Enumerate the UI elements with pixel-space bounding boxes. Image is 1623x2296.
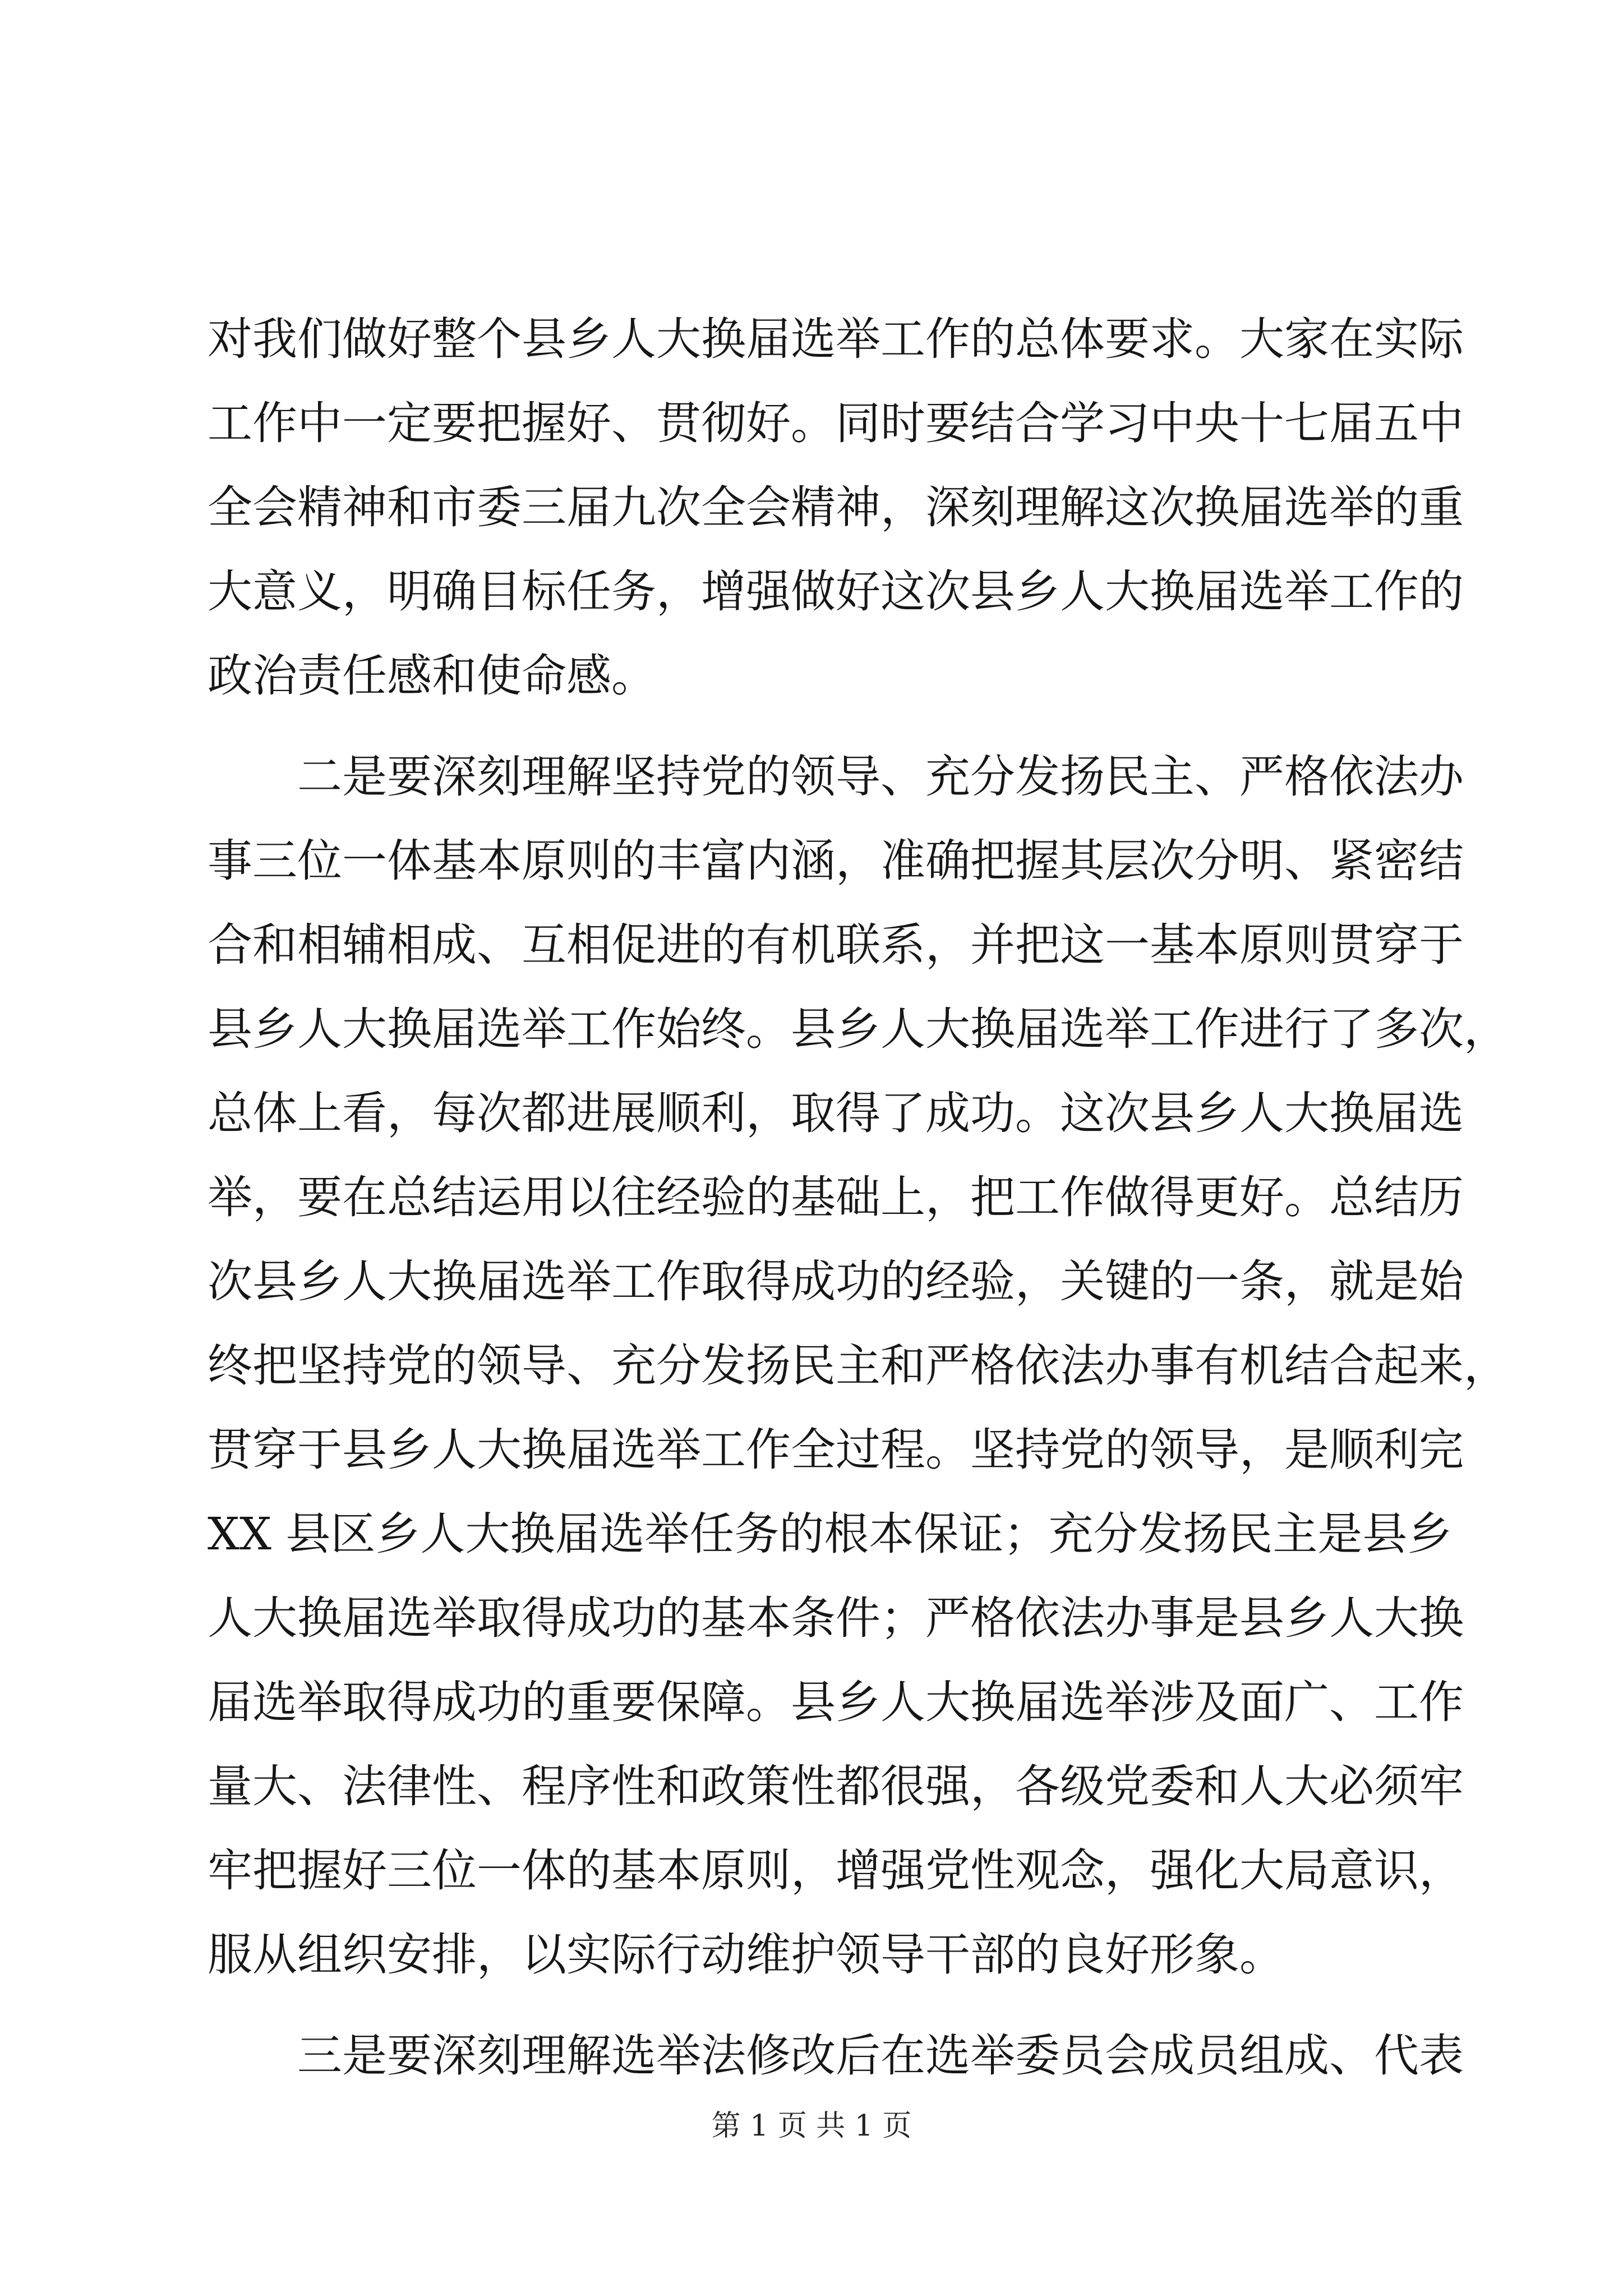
text-line: XX 县区乡人大换届选举任务的根本保证；充分发扬民主是县乡 [208, 1508, 1453, 1560]
text-line: 贯穿于县乡人大换届选举工作全过程。坚持党的领导，是顺利完 [208, 1424, 1464, 1476]
text-line: 牢把握好三位一体的基本原则，增强党性观念，强化大局意识， [208, 1844, 1464, 1897]
paragraph-2 [208, 735, 1509, 1997]
text-line: 全会精神和市委三届九次全会精神，深刻理解这次换届选举的重 [208, 481, 1464, 533]
paragraph-spacer [208, 1997, 1413, 2014]
paragraph-1 [208, 297, 1464, 718]
text-line: 对我们做好整个县乡人大换届选举工作的总体要求。大家在实际 [208, 313, 1464, 365]
paragraph-spacer [208, 718, 1413, 735]
text-line: 次县乡人大换届选举工作取得成功的经验，关键的一条，就是始 [208, 1255, 1464, 1308]
text-line: 二是要深刻理解坚持党的领导、充分发扬民主、严格依法办 [297, 751, 1464, 803]
text-line: 终把坚持党的领导、充分发扬民主和严格依法办事有机结合起来， [208, 1340, 1509, 1392]
text-line: 政治责任感和使命感。 [208, 650, 656, 702]
text-line: 县乡人大换届选举工作始终。县乡人大换届选举工作进行了多次， [208, 1003, 1509, 1055]
paragraph-3 [208, 2014, 1464, 2098]
text-line: 服从组织安排，以实际行动维护领导干部的良好形象。 [208, 1929, 1284, 1981]
text-line: 大意义，明确目标任务，增强做好这次县乡人大换届选举工作的 [208, 565, 1464, 618]
text-line: 人大换届选举取得成功的基本条件；严格依法办事是县乡人大换 [208, 1592, 1464, 1644]
text-line: 三是要深刻理解选举法修改后在选举委员会成员组成、代表 [297, 2030, 1464, 2082]
text-line: 举，要在总结运用以往经验的基础上，把工作做得更好。总结历 [208, 1171, 1464, 1223]
text-line: 量大、法律性、程序性和政策性都很强，各级党委和人大必须牢 [208, 1760, 1464, 1812]
page-number-footer: 第 1 页 共 1 页 [711, 2109, 912, 2143]
text-line: 总体上看，每次都进展顺利，取得了成功。这次县乡人大换届选 [208, 1087, 1464, 1139]
document-body [208, 297, 1509, 2098]
text-line: 工作中一定要把握好、贯彻好。同时要结合学习中央十七届五中 [208, 397, 1464, 449]
text-line: 合和相辅相成、互相促进的有机联系，并把这一基本原则贯穿于 [208, 919, 1464, 971]
text-line: 事三位一体基本原则的丰富内涵，准确把握其层次分明、紧密结 [208, 835, 1464, 887]
text-line: 届选举取得成功的重要保障。县乡人大换届选举涉及面广、工作 [208, 1676, 1464, 1728]
